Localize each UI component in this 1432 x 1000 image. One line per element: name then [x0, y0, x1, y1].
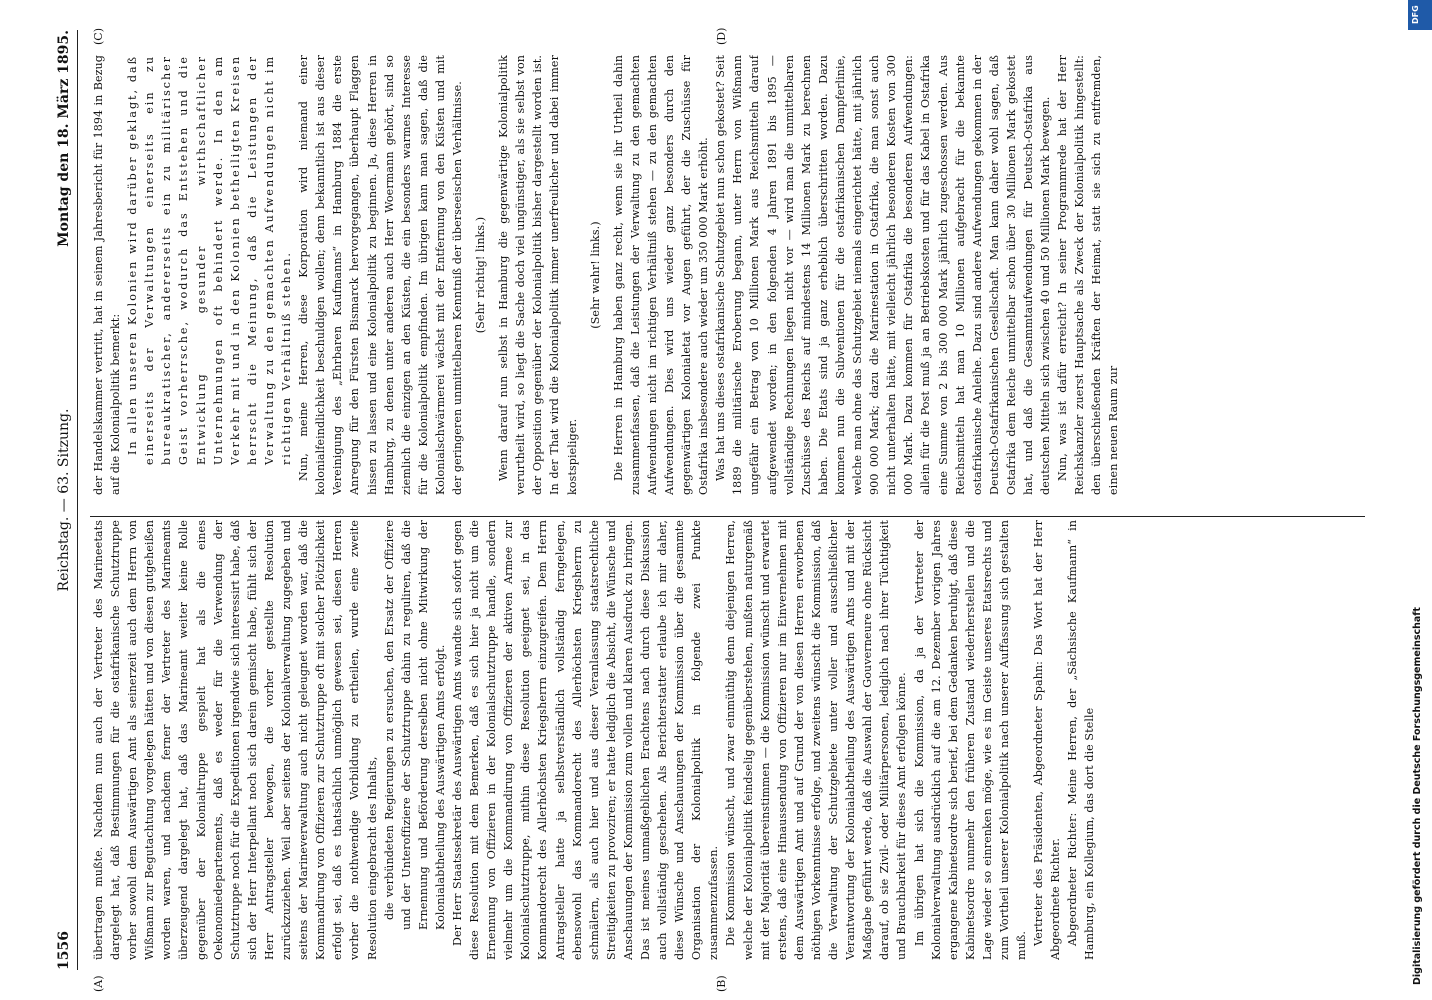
interjection: (Sehr wahr! links.) [588, 221, 602, 329]
paragraph: Nun, was ist dafür erreicht? In seiner Programmrede hat der Herr Reichskanzler zuerst Hauptsache als Zweck der Kolonialpolitik hingestellt: den überschießenden Kräften der Heimat, statt sie sich zu entfremden, einen neuen Raum zur [1056, 55, 1121, 495]
paragraph: Vertreter des Präsidenten, Abgeordneter Spahn: Das Wort hat der Herr Abgeordnete Richter. [1032, 520, 1063, 960]
paragraph: Die Kommission wünscht, und zwar einmüthig denn diejenigen Herren, welche der Kolonialpolitik feindselig gegenüberstehen, mußten naturgemäß mit der Majorität übereinstimmen — die Kommission wünscht und erwartet erstens, daß eine Hinaussendung von Offizieren nur im Einvernehmen mit dem Auswärtigen Amt und auf Grund der von diesen Herren erworbenen nöthigen Vorkenntnisse erfolge, und zweitens wünscht die Kommission, daß die Verwaltung der Schutzgebiete unter voller und ausschließlicher Verantwortung der Kolonialabtheilung des Auswärtigen Amts und mit der Maßgabe geführt werde, daß die Auswahl der Gouverneure ohne Rücksicht darauf, ob sie Zivil- oder Militärpersonen, lediglich nach ihrer Tüchtigkeit und Brauchbarkeit für dieses Amt erfolgen könne. [724, 520, 909, 960]
margin-mark-c: (C) [92, 28, 105, 45]
dfg-badge [1408, 0, 1432, 30]
right-column [90, 55, 1360, 495]
interjection: (Sehr richtig! links.) [474, 216, 488, 334]
paragraph: Was hat uns dieses ostafrikanische Schutzgebiet nun schon gekostet? Seit 1889 die militärische Eroberung begann, unter Herrn von Wißmann ungefähr ein Betrag von 10 Millionen Mark aus Reichsmitteln darauf aufgewendet worden; in den folgenden 4 Jahren 1891 bis 1895 — vollständige Rechnungen liegen nicht vor — wird man die unmittelbaren Zuschüsse des Reichs auf mindestens 14 Millionen Mark zu berechnen haben. Die Etats sind ja ganz erheblich überschritten worden. Dazu kommen nun die Subventionen für die ostafrikanischen Dampferlinie, welche man ohne das Schutzgebiet niemals eingerichtet hätte, mit jährlich 900 000 Mark; dazu die Marinestation in Ostafrika, die man sonst auch nicht unterhalten hätte, mit vielleicht jährlich besonderen Kosten von 300 000 Mark. Dazu kommen für Ostafrika die besonderen Aufwendungen: allein für die Post muß ja an Betriebskosten und für das Kabel in Ostafrika eine Summe von 2 bis 300 000 Mark jährlich zugeschossen werden. Aus Reichsmitteln hat man 10 Millionen aufgebracht für die bekannte ostafrikanische Anleihe. Dazu sind andere Aufwendungen gekommen in der Deutsch-Ostafrikanischen Gesellschaft. Man kann daher wohl sagen, daß Ostafrika dem Reiche unmittelbar schon über 30 Millionen Mark gekostet hat, und daß die Gesammtaufwendungen für Deutsch-Ostafrika aus deutschen Mitteln sich zwischen 40 und 50 Millionen Mark bewegen. [714, 55, 1053, 495]
funding-note [1410, 607, 1430, 985]
paragraph: Die Herren in Hamburg haben ganz recht, wenn sie ihr Urtheil dahin zusammenfassen, daß die Leistungen der Verwaltung zu den gemachten Aufwendungen nicht im richtigen Verhältniß stehen — zu den gemachten Aufwendungen. Dies wird uns wieder ganz besonders durch den gegenwärtigen Kolonialetat vor Augen geführt, der die Zuschüsse für Ostafrika insbesondere auch wieder um 350 000 Mark erhöht. [611, 55, 711, 495]
paragraph: Der Herr Staatssekretär des Auswärtigen Amts wandte sich sofort gegen diese Resolution mit dem Bemerken, daß es sich hier ja nicht um die Ernennung von Offizieren in der Kolonialschutztruppe handle, sondern vielmehr um die Kommandirung von Offizieren der aktiven Armee zur Kolonialschutztruppe, mithin diese Resolution geeignet sei, in das Kommandorecht des Allerhöchsten Kriegsherrn einzugreifen. Dem Herrn Antragsteller hatte ja selbstverständlich vollständig ferngelegen, ebensowohl das Kommandorecht des Allerhöchsten Kriegsherrn zu schmälern, als auch hier und aus dieser Veranlassung staatsrechtliche Streitigkeiten zu provoziren; er hatte lediglich die Absicht, die Wünsche und Anschauungen der Kommission zum vollen und klaren Ausdruck zu bringen. Das ist meines unmaßgeblichen Erachtens nach durch diese Diskussion auch vollständig geschehen. Als Berichterstatter erlaube ich mir daher, diese Wünsche und Anschauungen der Kommission über die gesammte Organisation der Kolonialpolitik in folgende zwei Punkte zusammenzufassen. [450, 520, 721, 960]
paragraph: Wenn darauf nun selbst in Hamburg die gegenwärtige Kolonialpolitik verurtheilt wird, so liegt die Sache doch viel ungünstiger, als sie selbst von der Opposition gegenüber der Kolonialpolitik bisher dargestellt worden ist. In der That wird die Kolonialpolitik immer unerfreulicher und dabei immer kostspieliger. [497, 55, 579, 495]
column-divider [90, 516, 1365, 517]
left-column [90, 520, 1360, 960]
paragraph: Nun, meine Herren, diese Korporation wird niemand einer kolonialfeindlichkeit beschuldigen wollen; denn bekanntlich ist aus dieser Vereinigung des „Ehrbaren Kaufmanns“ in Hamburg 1884 die erste Anregung für den Fürsten Bismarck hervorgegangen, überhaupt Flaggen hissen zu lassen und eine Kolonialpolitik zu beginnen. Ja, diese Herren in Hamburg, zu denen unter anderen auch Herr Woermann gehört, sind so ziemlich die einzigen an den Küsten, die ein besonders warmes Interesse für die Kolonialpolitik empfinden. Im übrigen kann man sagen, daß die Kolonialschwärmerei wächst mit der Entfernung von den Küsten und mit der geringeren unmittelbaren Kenntniß der überseeischen Verhältnisse. [297, 55, 464, 495]
dfg-badge-text: DFG [1411, 5, 1420, 24]
margin-mark-a: (A) [92, 975, 105, 992]
paragraph: Abgeordneter Richter: Meine Herren, der „Sächsische Kaufmann“ in Hamburg, ein Kollegium, das dort die Stelle [1066, 520, 1097, 960]
session-title: Reichstag. — 63. Sitzung. [56, 408, 72, 592]
paragraph: der Handelskammer vertritt, hat in seinem Jahresbericht für 1894 in Bezug auf die Kolonialpolitik bemerkt: [92, 55, 123, 495]
paragraph: übertragen mußte. Nachdem nun auch der Vertreter des Marineetats dargelegt hat, daß Bestimmungen für die ostafrikanische Schutztruppe vorher sowohl dem Auswärtigen Amt als seinerzeit auch dem Herrn von Wißmann zur Begutachtung vorgelegen hätten und von diesen gutgeheißen worden waren, und nachdem ferner der Vertreter des Marineamts überzeugend dargelegt hat, daß das Marineamt weiter keine Rolle gegenüber der Kolonialtruppe gespielt hat als die eines Oekonomiedepartements, daß es weder für die Verwendung der Schutztruppe noch für die Expeditionen irgendwie sich interessirt habe, daß sich der Herr Interpellant noch sich darein gemischt habe, fühlt sich der Herr Antragsteller bewogen, die vorher gestellte Resolution zurückzuziehen. Weil aber seitens der Kolonialverwaltung zugegeben und seitens der Marineverwaltung auch nicht geleugnet worden war, daß die Kommandirung von Offizieren zur Schutztruppe oft mit solcher Plötzlichkeit erfolgt sei, daß es thatsächlich unmöglich gewesen sei, diesen Herren vorher die nothwendige Vorbildung zu ertheilen, wurde eine zweite Resolution eingebracht des Inhalts, [92, 520, 379, 960]
quotation: In allen unseren Kolonien wird darüber geklagt, daß einerseits der Verwaltungen einerseits ein zu bureaukratischer, andererseits ein zu militärischer Geist vorherrsche, wodurch das Entstehen und die Entwicklung gesunder wirthschaftlicher Unternehmungen oft behindert werde. In den am Verkehr mit und in den Kolonien betheiligten Kreisen herrscht die Meinung, daß die Leistungen der Verwaltung zu den gemachten Aufwendungen nicht im richtigen Verhältniß stehen. [126, 55, 294, 465]
margin-mark-b: (B) [715, 975, 728, 992]
paragraph: Im übrigen hat sich die Kommission, da ja der Vertreter der Kolonialverwaltung ausdrücklich auf die am 12. Dezember vorigen Jahres ergangene Kabinetsordre sich berief, bei dem Gedanken beruhigt, daß diese Kabinetsordre nunmehr den früheren Zustand wiederherstellen und die Lage wieder so einrenken möge, wie es im Geiste unseres Etatsrechts und zum Vortheil unserer Kolonialpolitik nach unserer Auffassung sich gestalten muß. [912, 520, 1029, 960]
margin-mark-d: (D) [715, 27, 728, 45]
session-date: Montag den 18. März 1895. [56, 30, 72, 247]
funding-note-text: Digitalisierung gefördert durch die Deutsche Forschungsgemeinschaft [1412, 607, 1423, 985]
resolution-text: die verbündeten Regierungen zu ersuchen, den Ersatz der Offiziere und der Unteroffiziere der Schutztruppe dahin zu reguliren, daß die Ernennung und Beförderung derselben nicht ohne Mitwirkung der Kolonialabtheilung des Auswärtigen Amts erfolgt. [382, 520, 447, 930]
page-number: 1556 [56, 931, 72, 970]
page-header [55, 30, 78, 970]
